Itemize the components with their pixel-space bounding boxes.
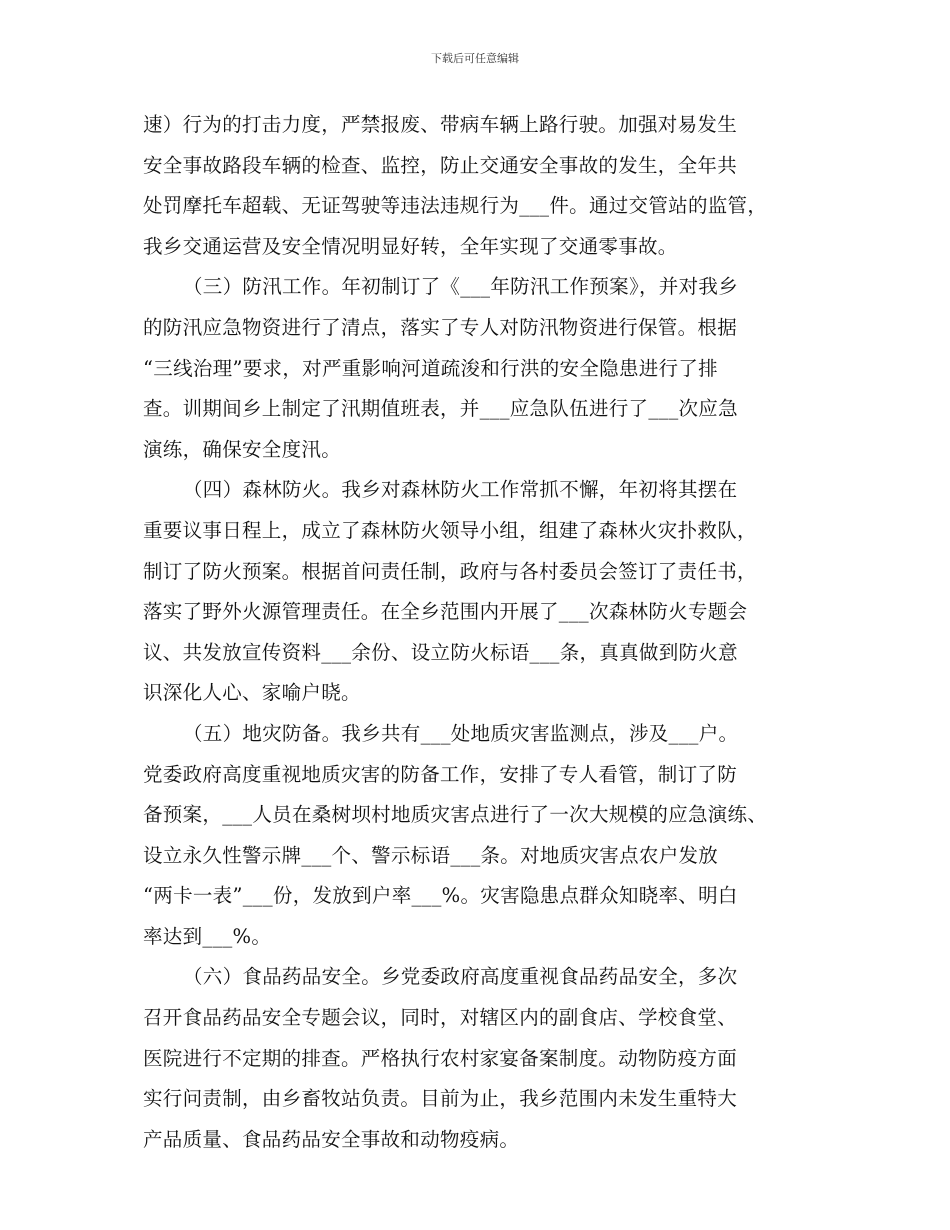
text-line: 落实了野外火源管理责任。在全乡范围内开展了___次森林防火专题会 (143, 600, 748, 624)
text-line: （五）地灾防备。我乡共有___处地质灾害监测点，涉及___户。 (183, 721, 739, 745)
text-line: 率达到___%。 (143, 924, 272, 948)
text-line: 处罚摩托车超载、无证驾驶等违法违规行为___件。通过交管站的监管， (143, 194, 768, 218)
text-line: 召开食品药品安全专题会议，同时，对辖区内的副食店、学校食堂、 (143, 1006, 738, 1030)
text-line: 速）行为的打击力度，严禁报废、带病车辆上路行驶。加强对易发生 (143, 113, 738, 136)
text-line: （四）森林防火。我乡对森林防火工作常抓不懈，年初将其摆在 (183, 478, 738, 502)
text-line: 备预案，___人员在桑树坝村地质灾害点进行了一次大规模的应急演练、 (143, 803, 768, 827)
text-line: “两卡一表”___份，发放到户率___%。灾害隐患点群众知晓率、明白 (143, 884, 738, 908)
paragraph-food-drug (143, 957, 823, 1160)
text-line: 医院进行不定期的排查。严格执行农村家宴备案制度。动物防疫方面 (143, 1046, 738, 1070)
text-line: 议、共发放宣传资料___余份、设立防火标语___条，真真做到防火意 (143, 640, 738, 664)
text-line: 我乡交通运营及安全情况明显好转，全年实现了交通零事故。 (143, 234, 678, 258)
paragraph-geo-disaster (143, 714, 823, 958)
text-line: “三线治理”要求，对严重影响河道疏浚和行洪的安全隐患进行了排 (143, 356, 718, 380)
paragraph-traffic (143, 105, 823, 267)
text-line: 查。训期间乡上制定了汛期值班表，并___应急队伍进行了___次应急 (143, 397, 738, 421)
text-line: 重要议事日程上，成立了森林防火领导小组，组建了森林火灾扑救队， (143, 518, 757, 542)
text-line: 的防汛应急物资进行了清点，落实了专人对防汛物资进行保管。根据 (143, 315, 738, 339)
text-line: 演练，确保安全度汛。 (143, 437, 342, 461)
text-line: （六）食品药品安全。乡党委政府高度重视食品药品安全，多次 (183, 965, 738, 989)
document-body (143, 105, 823, 1160)
text-line: 设立永久性警示牌___个、警示标语___条。对地质灾害点农户发放 (143, 843, 719, 867)
text-line: （三）防汛工作。年初制订了《___年防汛工作预案》，并对我乡 (183, 275, 739, 299)
text-line: 识深化人心、家喻户晓。 (143, 681, 361, 705)
text-line: 党委政府高度重视地质灾害的防备工作，安排了专人看管，制订了防 (143, 762, 738, 786)
text-line: 实行问责制，由乡畜牧站负责。目前为止，我乡范围内未发生重特大 (143, 1087, 738, 1111)
paragraph-flood-control (143, 267, 823, 470)
page-header: 下载后可任意编辑 (431, 52, 519, 65)
text-line: 安全事故路段车辆的检查、监控，防止交通安全事故的发生，全年共 (143, 153, 738, 177)
paragraph-forest-fire (143, 470, 823, 714)
text-line: 产品质量、食品药品安全事故和动物疫病。 (143, 1127, 520, 1151)
text-line: 制订了防火预案。根据首问责任制，政府与各村委员会签订了责任书， (143, 559, 757, 583)
